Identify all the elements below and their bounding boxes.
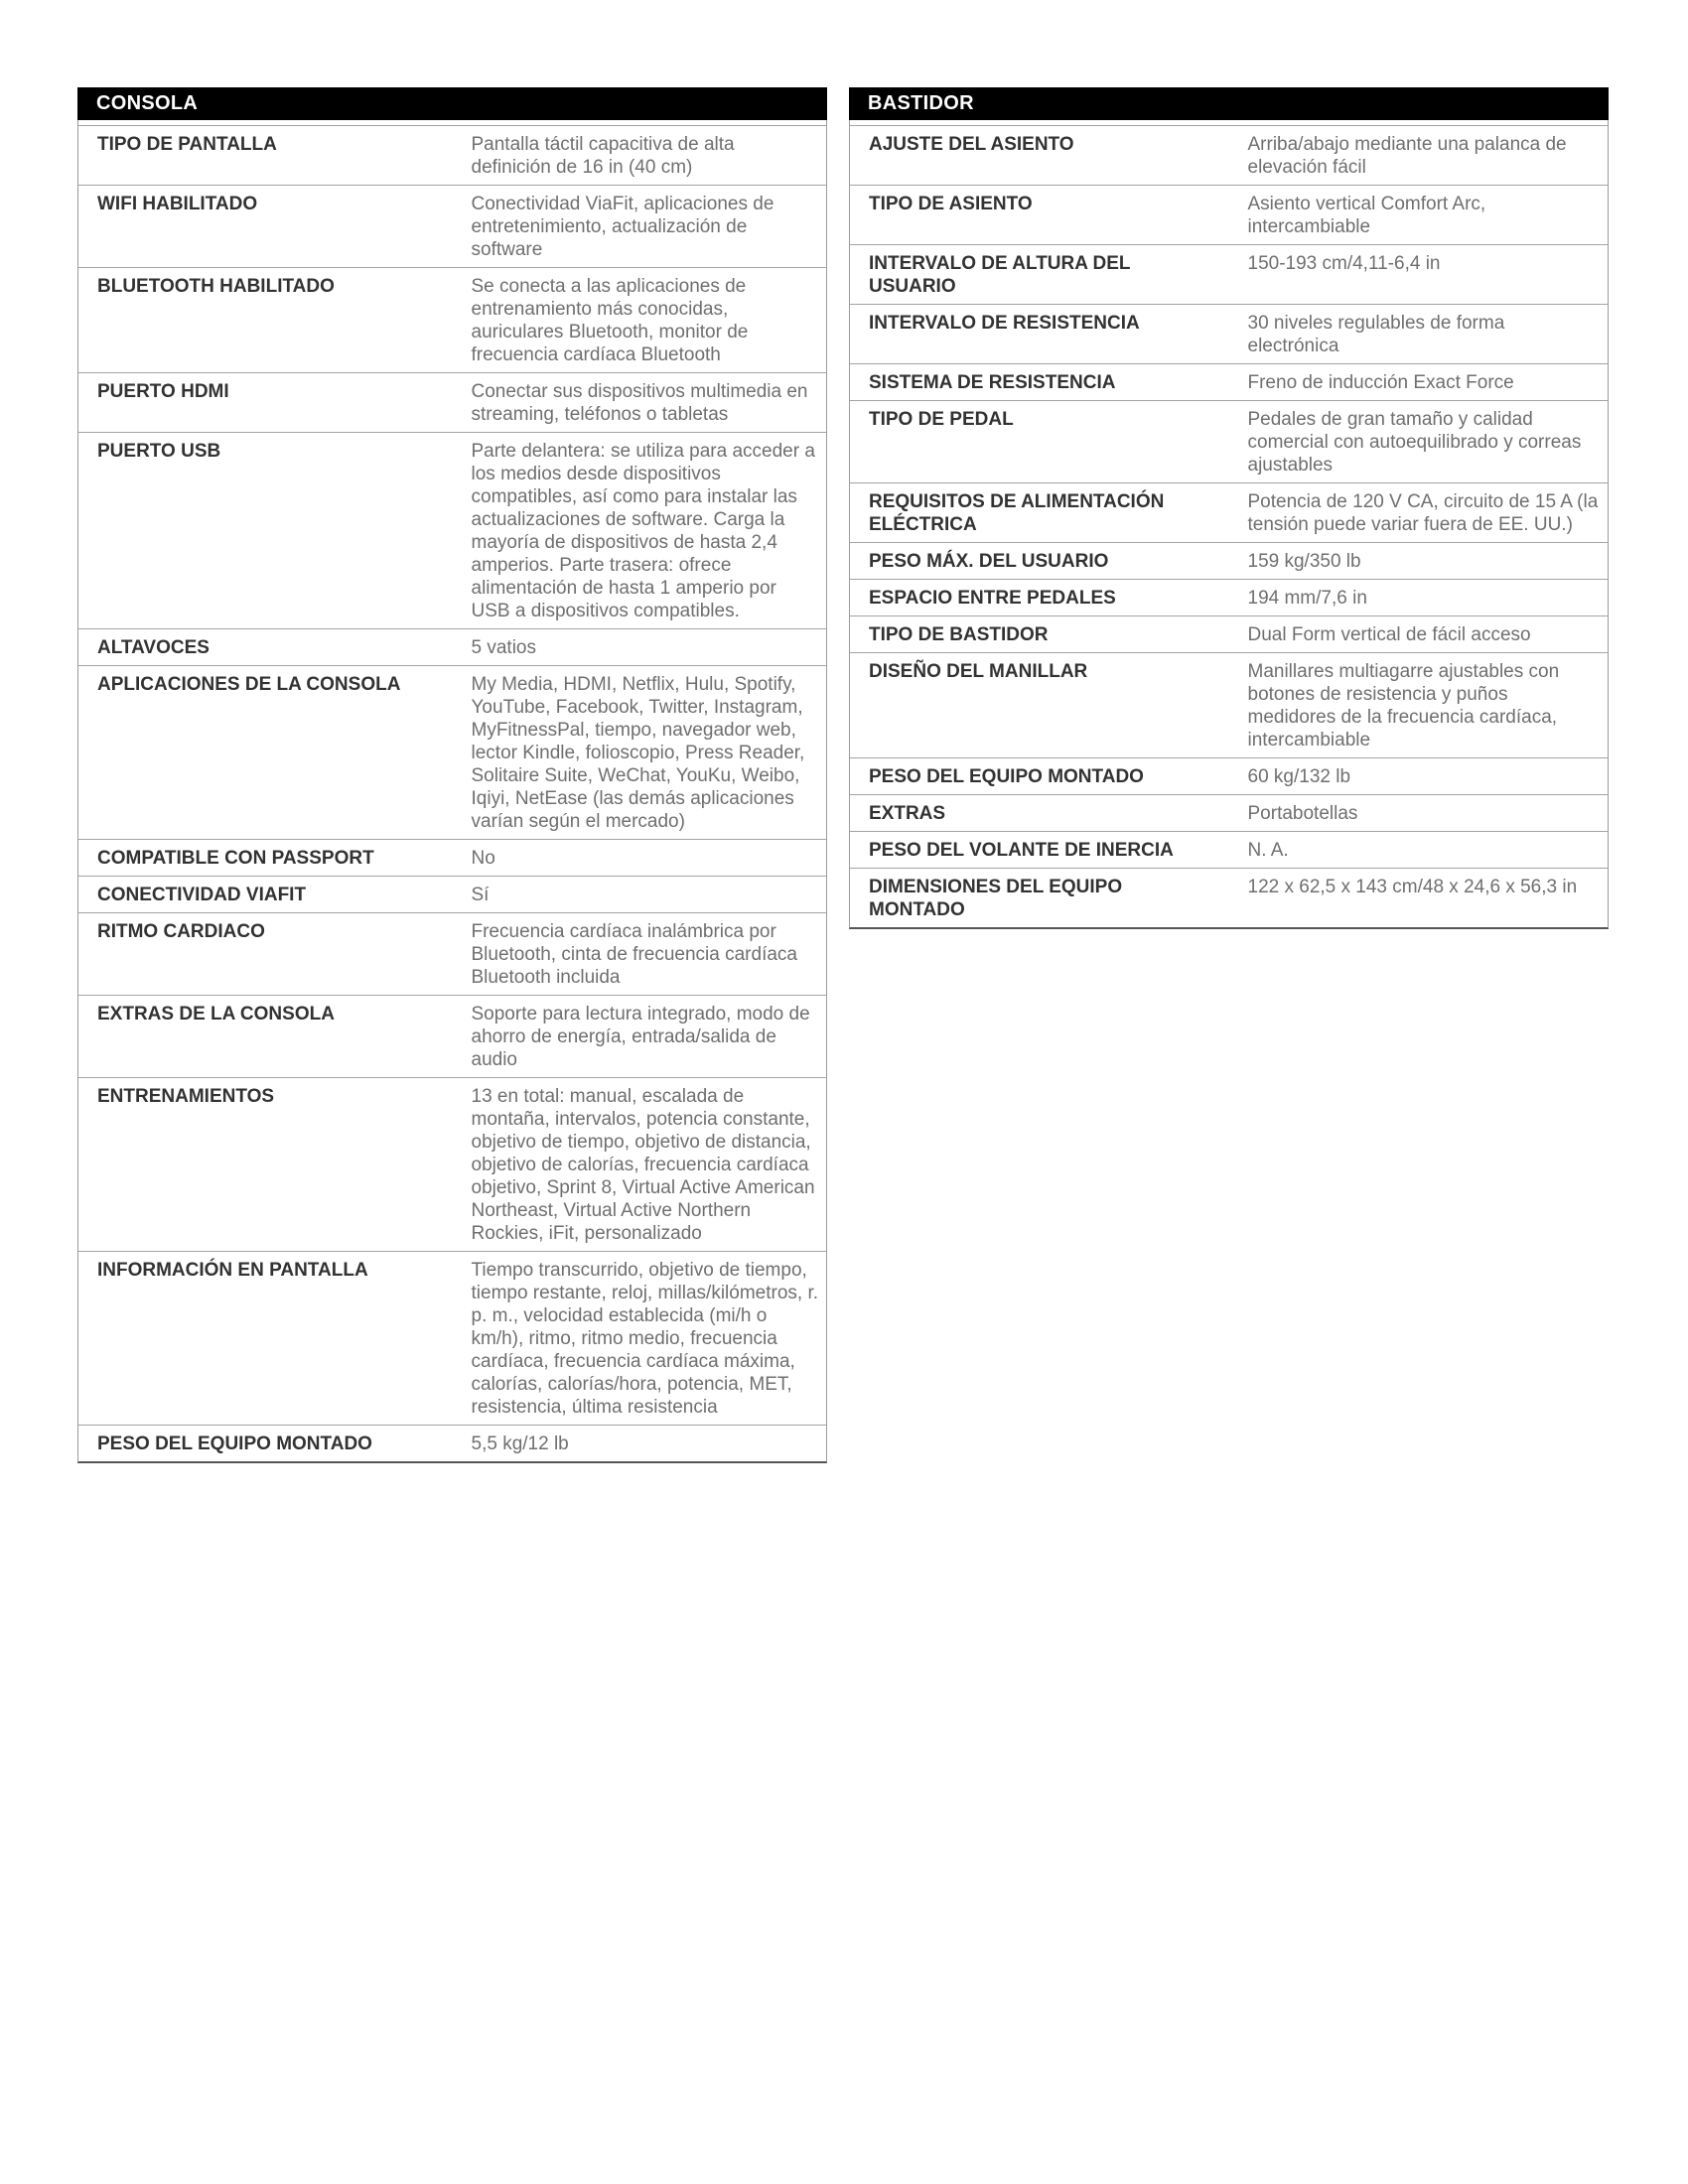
spec-row — [78, 1077, 826, 1251]
spec-row — [78, 876, 826, 912]
spec-row — [850, 579, 1608, 615]
spec-row — [850, 363, 1608, 400]
spec-value: My Media, HDMI, Netflix, Hulu, Spotify, YouTube, Facebook, Twitter, Instagram, MyFitnessPal, tiempo, navegador web, lector Kindle, folioscopio, Press Reader, Solitaire Suite, WeChat, YouKu, Weibo, Iqiyi, NetEase (las demás aplicaciones varían según el mercado) — [471, 674, 805, 832]
spec-value: 159 kg/350 lb — [1247, 551, 1361, 572]
spec-label: WIFI HABILITADO — [97, 194, 258, 214]
spec-row — [78, 1425, 826, 1461]
spec-label: EXTRAS DE LA CONSOLA — [97, 1004, 335, 1024]
consola-spec-table — [77, 87, 827, 1463]
spec-row — [78, 1251, 826, 1425]
spec-row — [78, 432, 826, 628]
spec-row — [850, 757, 1608, 794]
spec-value: Asiento vertical Comfort Arc, intercambiable — [1247, 194, 1486, 237]
spec-value: 5 vatios — [471, 637, 536, 658]
spec-label: SISTEMA DE RESISTENCIA — [869, 372, 1116, 393]
spec-label: DISEÑO DEL MANILLAR — [869, 661, 1088, 682]
spec-value: 60 kg/132 lb — [1247, 766, 1351, 787]
spec-value: Freno de inducción Exact Force — [1247, 372, 1514, 393]
spec-row — [78, 839, 826, 876]
consola-table-title: CONSOLA — [77, 87, 827, 120]
spec-row — [850, 794, 1608, 831]
spec-row — [78, 995, 826, 1077]
spec-row — [78, 628, 826, 665]
spec-row — [78, 665, 826, 839]
spec-label: REQUISITOS DE ALIMENTACIÓN ELÉCTRICA — [869, 491, 1165, 535]
spec-label: TIPO DE PANTALLA — [97, 134, 277, 155]
spec-value: Pantalla táctil capacitiva de alta definición de 16 in (40 cm) — [471, 134, 735, 178]
spec-value: Tiempo transcurrido, objetivo de tiempo, tiempo restante, reloj, millas/kilómetros, r. p. m., velocidad establecida (mi/h o km/h), ritmo, ritmo medio, frecuencia cardíaca, frecuencia cardíaca máxima, calorías, calorías/hora, potencia, MET, resistencia, última resistencia — [471, 1260, 819, 1418]
spec-value: Potencia de 120 V CA, circuito de 15 A (la tensión puede variar fuera de EE. UU.) — [1247, 491, 1599, 535]
spec-label: ENTRENAMIENTOS — [97, 1086, 275, 1107]
spec-value: No — [471, 848, 495, 869]
spec-row — [850, 831, 1608, 868]
spec-label: EXTRAS — [869, 803, 946, 824]
spec-value: Portabotellas — [1247, 803, 1358, 824]
spec-label: ESPACIO ENTRE PEDALES — [869, 588, 1116, 609]
spec-label: TIPO DE BASTIDOR — [869, 624, 1049, 645]
consola-table-body — [77, 120, 827, 1463]
bastidor-table-body — [849, 120, 1609, 929]
spec-row — [850, 304, 1608, 363]
spec-label: INTERVALO DE RESISTENCIA — [869, 313, 1140, 334]
spec-label: PUERTO USB — [97, 441, 221, 462]
spec-label: PESO DEL EQUIPO MONTADO — [97, 1433, 372, 1454]
spec-label: ALTAVOCES — [97, 637, 210, 658]
spec-label: BLUETOOTH HABILITADO — [97, 276, 335, 297]
spec-label: TIPO DE PEDAL — [869, 409, 1014, 430]
spec-label: APLICACIONES DE LA CONSOLA — [97, 674, 401, 695]
spec-label: INFORMACIÓN EN PANTALLA — [97, 1260, 368, 1281]
spec-row — [850, 482, 1608, 542]
spec-value: 13 en total: manual, escalada de montaña, intervalos, potencia constante, objetivo de tiempo, objetivo de distancia, objetivo de calorías, frecuencia cardíaca objetivo, Sprint 8, Virtual Active American Northeast, Virtual Active Northern Rockies, iFit, personalizado — [471, 1086, 815, 1244]
spec-row — [78, 267, 826, 372]
spec-value: 150-193 cm/4,11-6,4 in — [1247, 253, 1441, 274]
spec-value: Se conecta a las aplicaciones de entrenamiento más conocidas, auriculares Bluetooth, monitor de frecuencia cardíaca Bluetooth — [471, 276, 749, 365]
spec-value: Soporte para lectura integrado, modo de ahorro de energía, entrada/salida de audio — [471, 1004, 810, 1070]
spec-label: DIMENSIONES DEL EQUIPO MONTADO — [869, 877, 1123, 920]
spec-value: Manillares multiagarre ajustables con botones de resistencia y puños medidores de la frecuencia cardíaca, intercambiable — [1247, 661, 1560, 751]
spec-value: N. A. — [1247, 840, 1289, 861]
spec-value: Frecuencia cardíaca inalámbrica por Bluetooth, cinta de frecuencia cardíaca Bluetooth incluida — [471, 921, 797, 988]
spec-value: Parte delantera: se utiliza para acceder a los medios desde dispositivos compatibles, así como para instalar las actualizaciones de software. Carga la mayoría de dispositivos de hasta 2,4 amperios. Parte trasera: ofrece alimentación de hasta 1 amperio por USB a dispositivos compatibles. — [471, 441, 815, 621]
spec-row — [850, 244, 1608, 304]
spec-label: RITMO CARDIACO — [97, 921, 265, 942]
spec-value: Pedales de gran tamaño y calidad comercial con autoequilibrado y correas ajustables — [1247, 409, 1582, 476]
spec-label: PESO MÁX. DEL USUARIO — [869, 551, 1109, 572]
spec-row — [78, 912, 826, 995]
spec-label: COMPATIBLE CON PASSPORT — [97, 848, 374, 869]
spec-label: TIPO DE ASIENTO — [869, 194, 1033, 214]
spec-value: 122 x 62,5 x 143 cm/48 x 24,6 x 56,3 in — [1247, 877, 1578, 897]
bastidor-spec-table — [849, 87, 1609, 929]
spec-label: CONECTIVIDAD VIAFIT — [97, 885, 307, 905]
spec-value: Conectividad ViaFit, aplicaciones de entretenimiento, actualización de software — [471, 194, 774, 260]
spec-label: PESO DEL VOLANTE DE INERCIA — [869, 840, 1174, 861]
spec-row — [78, 372, 826, 432]
spec-row — [78, 125, 826, 185]
spec-row — [850, 542, 1608, 579]
spec-label: PUERTO HDMI — [97, 381, 229, 402]
spec-label: INTERVALO DE ALTURA DEL USUARIO — [869, 253, 1131, 297]
spec-label: AJUSTE DEL ASIENTO — [869, 134, 1074, 155]
spec-value: Dual Form vertical de fácil acceso — [1247, 624, 1531, 645]
spec-value: 5,5 kg/12 lb — [471, 1433, 569, 1454]
spec-row — [78, 185, 826, 267]
spec-row — [850, 185, 1608, 244]
spec-value: 194 mm/7,6 in — [1247, 588, 1367, 609]
spec-value: Conectar sus dispositivos multimedia en streaming, teléfonos o tabletas — [471, 381, 808, 425]
spec-row — [850, 125, 1608, 185]
spec-value: 30 niveles regulables de forma electrónica — [1247, 313, 1505, 356]
bastidor-table-title: BASTIDOR — [849, 87, 1609, 120]
spec-row — [850, 615, 1608, 652]
spec-value: Arriba/abajo mediante una palanca de elevación fácil — [1247, 134, 1567, 178]
spec-row — [850, 400, 1608, 482]
spec-row — [850, 652, 1608, 757]
spec-row — [850, 868, 1608, 927]
spec-label: PESO DEL EQUIPO MONTADO — [869, 766, 1144, 787]
spec-value: Sí — [471, 885, 490, 905]
